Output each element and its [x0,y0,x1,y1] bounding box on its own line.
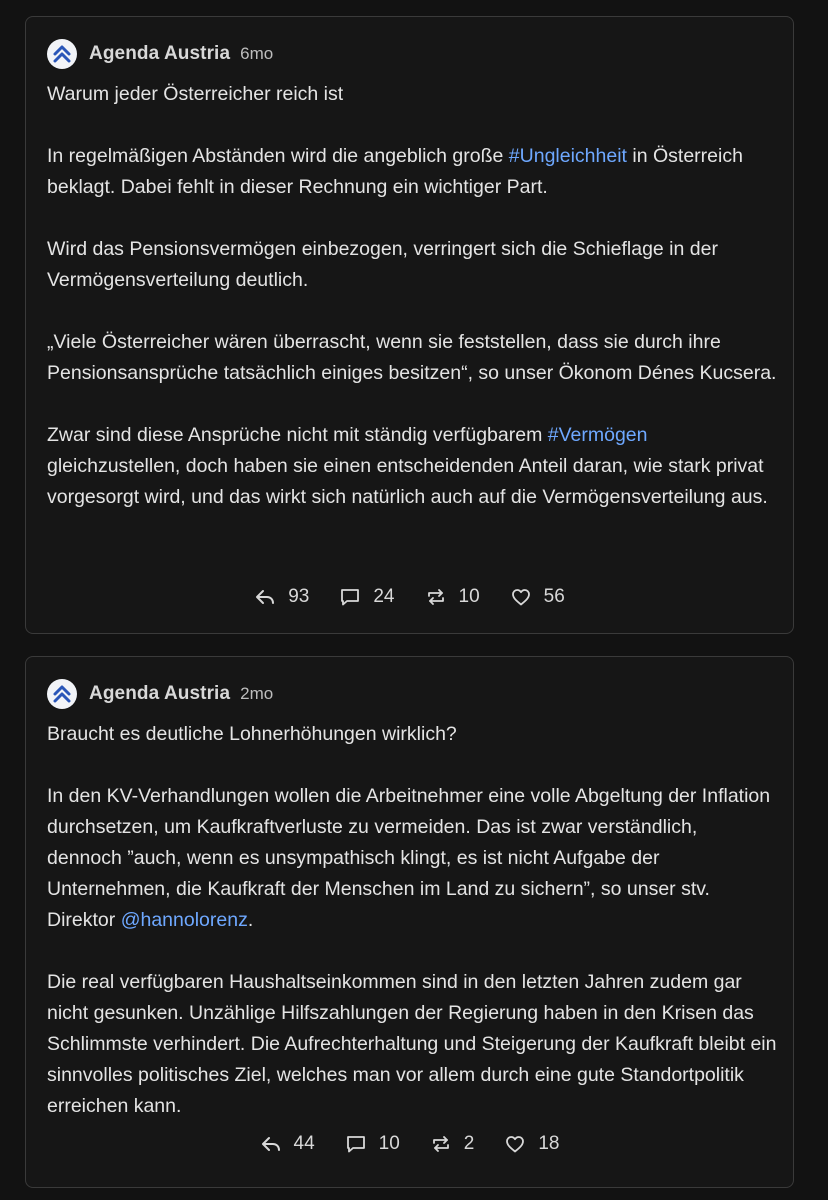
post-paragraph [47,781,777,936]
reply-arrow-icon [260,1133,282,1155]
reply-arrow-icon [254,586,276,608]
paragraph-text: In den KV-Verhandlungen wollen die Arbeitnehmer eine volle Abgeltung der Inflation durchsetzen, um Kaufkraftverluste zu vermeiden. Das ist zwar verständlich, dennoch ”auch, wenn es unsympathisch klingt, es ist nicht Aufgabe der Unternehmen, die Kaufkraft der Menschen im Land zu sichern”, so unser stv. Direktor [47,785,771,931]
paragraph-text: Wird das Pensionsvermögen einbezogen, verringert sich die Schieflage in der Vermögensverteilung deutlich. [47,238,718,291]
post-card[interactable] [25,16,794,634]
paragraph-text: in Österreich beklagt. Dabei fehlt in dieser Rechnung ein wichtiger Part. [47,145,743,198]
paragraph-text: „Viele Österreicher wären überrascht, wenn sie feststellen, dass sie durch ihre Pensionsansprüche tatsächlich einiges besitzen“, so unser Ökonom Dénes Kucsera. [47,331,777,384]
hashtag-link[interactable]: #Vermögen [547,424,648,446]
post-title: Warum jeder Österreicher reich ist [47,83,344,105]
repost-icon [430,1133,452,1155]
post-title: Braucht es deutliche Lohnerhöhungen wirklich? [47,723,457,745]
reply-count: 44 [293,1133,315,1154]
action-bar [26,586,793,608]
repost-button[interactable] [425,586,480,608]
avatar[interactable] [47,679,77,709]
reply-button[interactable] [260,1133,315,1155]
agenda-austria-logo-icon [52,44,72,64]
paragraph-text: Die real verfügbaren Haushaltseinkommen sind in den letzten Jahren zudem gar nicht gesunken. Unzählige Hilfszahlungen der Regierung haben in den Krisen das Schlimmste verhindert. Die Aufrechterhaltung und Steigerung der Kaufkraft bleibt ein sinnvolles politisches Ziel, welches man vor allem durch eine gute Standortpolitik erreichen kann. [47,971,777,1117]
paragraph-text: Zwar sind diese Ansprüche nicht mit ständig verfügbarem [47,424,548,446]
reply-count: 93 [288,586,310,607]
mention-link[interactable]: @hannolorenz [120,909,248,931]
post-time[interactable]: 2mo [240,684,274,703]
post-card[interactable] [25,656,794,1188]
like-count: 18 [538,1133,560,1154]
post-header [47,39,273,69]
comment-count: 10 [378,1133,400,1154]
comment-count: 24 [373,586,395,607]
like-button[interactable] [510,586,565,608]
post-time[interactable]: 6mo [240,44,274,63]
hashtag-link[interactable]: #Ungleichheit [508,145,627,167]
author-name[interactable]: Agenda Austria [89,43,231,64]
repost-count: 2 [463,1133,475,1154]
post-paragraph [47,420,777,513]
paragraph-text: In regelmäßigen Abständen wird die angeblich große [47,145,509,167]
paragraph-text: . [247,909,254,931]
heart-icon [510,586,532,608]
post-body [47,719,777,1122]
speech-bubble-icon [345,1133,367,1155]
author-name[interactable]: Agenda Austria [89,683,231,704]
comment-button[interactable] [345,1133,400,1155]
post-paragraph [47,327,777,389]
comment-button[interactable] [339,586,394,608]
reply-button[interactable] [254,586,309,608]
post-paragraph [47,967,777,1122]
avatar[interactable] [47,39,77,69]
post-body [47,79,777,513]
agenda-austria-logo-icon [52,684,72,704]
post-header [47,679,273,709]
post-paragraph [47,141,777,203]
like-button[interactable] [504,1133,559,1155]
like-count: 56 [543,586,565,607]
speech-bubble-icon [339,586,361,608]
repost-count: 10 [458,586,480,607]
paragraph-text: gleichzustellen, doch haben sie einen entscheidenden Anteil daran, wie stark privat vorgesorgt wird, und das wirkt sich natürlich auch auf die Vermögensverteilung aus. [47,455,768,508]
action-bar [26,1133,793,1155]
repost-button[interactable] [430,1133,475,1155]
repost-icon [425,586,447,608]
post-paragraph [47,234,777,296]
heart-icon [504,1133,526,1155]
